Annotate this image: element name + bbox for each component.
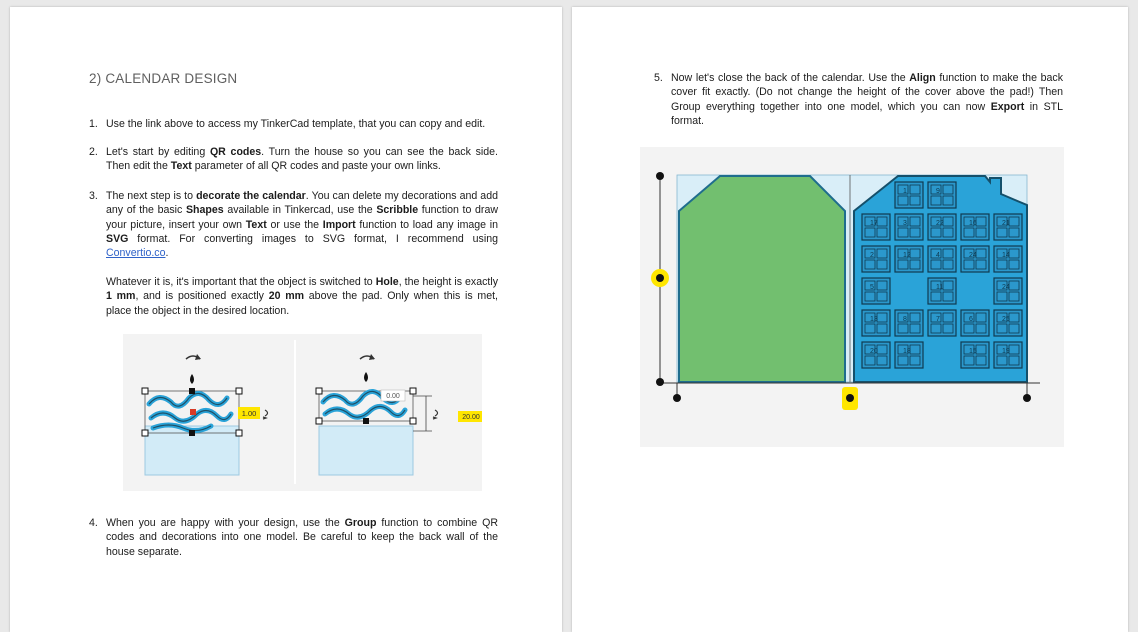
calendar-door [895,214,923,240]
offset-value: 0.00 [386,393,400,400]
calendar-door [862,278,890,304]
bold-term: Import [322,218,356,231]
height-value: 1.00 [241,409,257,418]
door-number: 18 [903,348,911,355]
list-number: 4. [89,517,98,529]
list-item-3-paragraph [106,275,498,318]
bold-term: Group [344,517,377,529]
door-number: 12 [903,252,911,259]
bold-term: Text [245,218,267,231]
calendar-door [994,342,1022,368]
bold-term: 1 mm [106,290,136,303]
elevation-value: 20.00 [462,414,480,421]
calendar-door [895,310,923,336]
calendar-door [961,342,989,368]
align-handle[interactable] [1023,394,1031,402]
corner-handle[interactable] [410,418,416,424]
door-number: 21 [1002,220,1010,227]
bold-term: Export [990,100,1025,113]
item-text: in STL format. [671,100,1064,127]
bold-term: Text [170,160,192,173]
door-number: 2 [870,252,874,259]
door-number: 11 [936,284,944,291]
item-text: or use the [266,218,323,231]
center-marker [190,409,196,415]
door-number: 15 [969,348,977,355]
edge-handle[interactable] [363,418,369,424]
door-number: 16 [969,220,977,227]
door-number: 24 [969,252,977,259]
door-number: 9 [936,188,940,195]
item-text: function to load any image in [355,218,499,231]
calendar-door [961,214,989,240]
calendar-door [895,182,923,208]
align-back-cover-figure [640,147,1064,447]
calendar-door [928,246,956,272]
item-text: . You can delete my decorations and add any of the basic [106,190,498,217]
item-text: Let's start by editing [106,146,210,158]
item-text: . Turn the house so you can see the back side. Then edit the [106,146,498,173]
door-number: 6 [969,316,973,323]
item-text: function to combine QR codes and decorations into one model. Be careful to keep the back wall of the house separate. [106,517,498,558]
bold-term: Shapes [185,204,224,217]
document-page-left [10,7,562,632]
calendar-door [895,342,923,368]
bold-term: SVG [106,232,129,245]
list-item-4 [89,516,498,559]
door-number: 13 [870,316,878,323]
door-number: 20 [870,348,878,355]
calendar-door [994,214,1022,240]
pad-shape [319,426,413,475]
bold-term: QR codes [209,146,262,158]
calendar-door [928,278,956,304]
document-page-right [572,7,1128,632]
edge-handle[interactable] [189,430,195,436]
item-text: available in Tinkercad, use the [223,204,377,217]
item-text: function to draw your picture, insert your own [106,204,498,231]
corner-handle[interactable] [236,430,242,436]
list-number: 3. [89,190,98,202]
calendar-door [994,310,1022,336]
door-number: 5 [870,284,874,291]
calendar-door [994,278,1022,304]
list-item-2 [89,145,498,174]
calendar-door [862,214,890,240]
calendar-door [961,246,989,272]
door-number: 3 [903,220,907,227]
item-text: function to make the back cover fit exactly. (Do not change the height of the cover above the pad!) Then Group everything together into one model, which you can now [671,72,1063,113]
door-number: 22 [936,220,944,227]
item-text: The next step is to [106,190,197,202]
calendar-door [895,246,923,272]
bold-term: decorate the calendar [196,190,306,202]
door-number: 24 [1002,284,1010,291]
calendar-door [862,310,890,336]
section-heading: 2) CALENDAR DESIGN [89,71,238,86]
door-number: 4 [936,252,940,259]
bold-term: Hole [375,276,399,288]
corner-handle[interactable] [316,418,322,424]
list-number: 5. [654,72,663,84]
calendar-door [928,182,956,208]
list-item-5 [654,71,1064,128]
convertio-link[interactable]: Convertio.co [106,247,166,260]
calendar-door [994,246,1022,272]
item-text: Now let's close the back of the calendar. Use the [671,72,910,84]
corner-handle[interactable] [236,388,242,394]
align-handle[interactable] [656,172,664,180]
list-item-3 [89,189,499,260]
item-text: above the pad. Only when this is met, place the object in the desired location. [106,290,498,317]
item-text: Use the link above to access my TinkerCad template, that you can copy and edit. [106,118,486,130]
list-number: 1. [89,118,98,130]
door-number: 14 [1002,252,1010,259]
bold-term: Align [909,72,936,84]
corner-handle[interactable] [316,388,322,394]
edge-handle[interactable] [189,388,195,394]
item-text: format. For converting images to SVG format, I recommend using [128,232,498,245]
door-number: 17 [870,220,878,227]
item-text: , the height is exactly [398,276,498,288]
calendar-door [862,342,890,368]
door-number: 7 [936,316,940,323]
list-number: 2. [89,146,98,158]
align-handle[interactable] [656,274,664,282]
item-text: , and is positioned exactly [135,290,269,303]
align-handle[interactable] [846,394,854,402]
calendar-door [928,310,956,336]
door-number: 1 [903,188,907,195]
item-text: When you are happy with your design, use the [106,517,345,529]
list-item-1 [89,117,498,131]
align-handle[interactable] [673,394,681,402]
hole-settings-figure [123,334,482,491]
bold-term: 20 mm [268,290,305,303]
door-number: 19 [1002,348,1010,355]
item-text: parameter of all QR codes and paste your own links. [191,160,441,173]
calendar-door [961,310,989,336]
calendar-door [862,246,890,272]
back-cover-shape [679,176,845,382]
door-number: 8 [903,316,907,323]
item-text: . [165,247,169,260]
corner-handle[interactable] [142,430,148,436]
bold-term: Scribble [376,204,419,217]
corner-handle[interactable] [410,388,416,394]
corner-handle[interactable] [142,388,148,394]
item-text: Whatever it is, it's important that the object is switched to [106,276,376,288]
calendar-door [928,214,956,240]
align-handle[interactable] [656,378,664,386]
door-number: 25 [1002,316,1010,323]
